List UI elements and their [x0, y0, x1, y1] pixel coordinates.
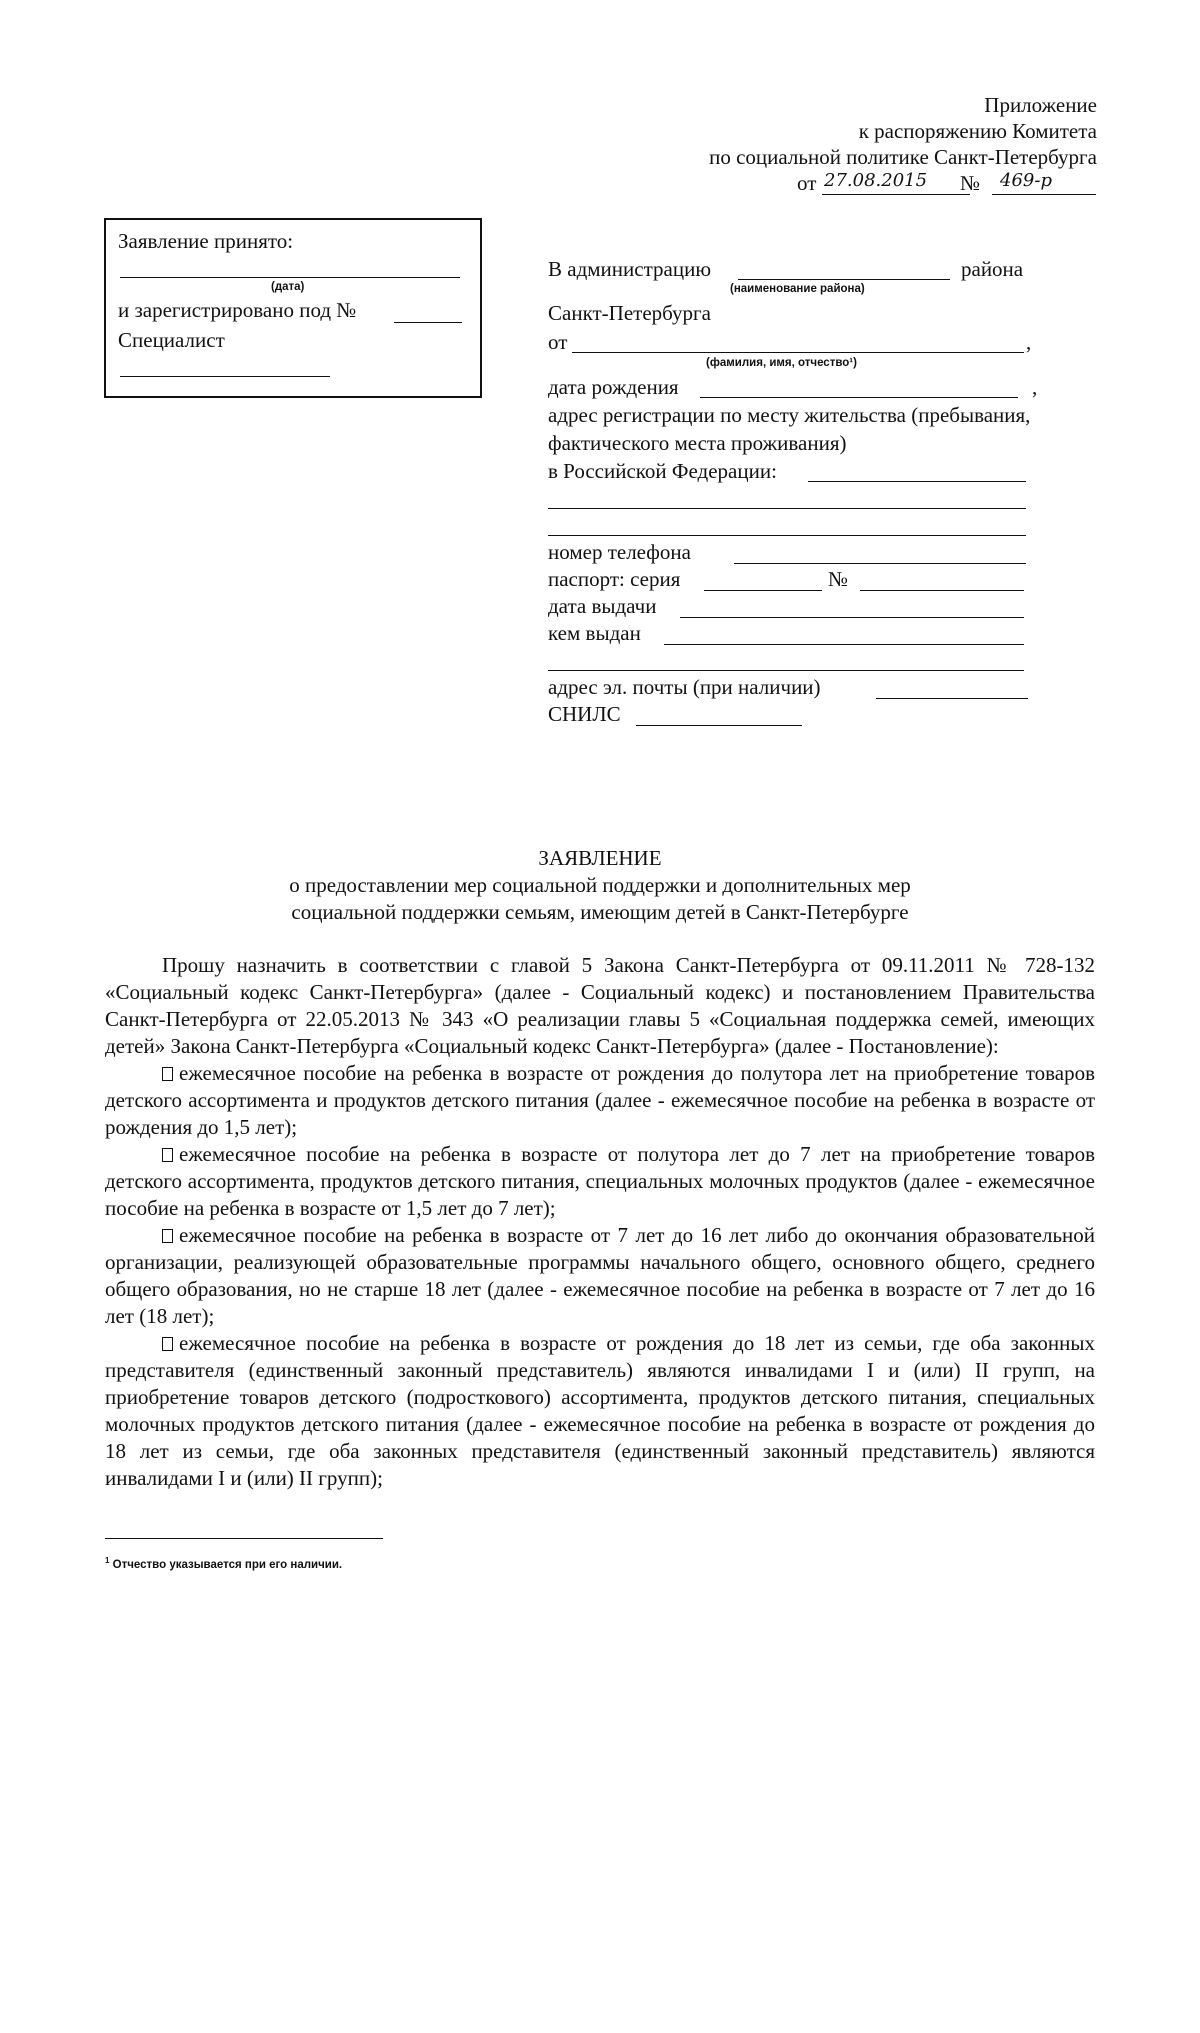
snils-label: СНИЛС — [548, 702, 621, 726]
header-date-handwritten: 27.08.2015 — [824, 170, 928, 191]
option-2-text: ежемесячное пособие на ребенка в возрасте от полутора лет до 7 лет на приобретение товаров детского ассортимента, продуктов детского питания, специальных молочных продуктов (далее - ежемесячное пособие на ребенка в возрасте от 1,5 лет до 7 лет); — [105, 1142, 1095, 1220]
passport-series-line[interactable] — [704, 590, 822, 591]
address-line-1[interactable] — [808, 481, 1026, 482]
document-subtitle-1: о предоставлении мер социальной поддержки и дополнительных мер — [289, 873, 911, 897]
email-line[interactable] — [876, 698, 1028, 699]
birth-date-label: дата рождения — [548, 375, 679, 399]
footnote — [105, 1556, 342, 1571]
option-4-text: ежемесячное пособие на ребенка в возрасте от рождения до 18 лет из семьи, где оба законных представителя (единственный законный представитель) являются инвалидами I и (или) II групп, на приобретение товаров детского (подросткового) ассортимента, продуктов детского питания, специальных молочных продуктов детского питания (далее - ежемесячное пособие на ребенка в возрасте от рождения до 18 лет из семьи, где оба законных представителя (единственный законный представитель) являются инвалидами I и (или) II групп); — [105, 1331, 1095, 1490]
header-number-line — [992, 194, 1096, 195]
checkbox-option-3[interactable] — [162, 1229, 173, 1243]
document-subtitle-2: социальной поддержки семьям, имеющим детей в Санкт-Петербурге — [291, 900, 909, 924]
passport-number-line[interactable] — [860, 590, 1024, 591]
accepted-number-line[interactable] — [394, 322, 462, 323]
option-3 — [105, 1222, 1095, 1330]
address-label-1: адрес регистрации по месту жительства (пребывания, — [548, 403, 1031, 427]
snils-line[interactable] — [636, 725, 802, 726]
footnote-separator — [105, 1538, 383, 1539]
checkbox-option-2[interactable] — [162, 1148, 173, 1162]
passport-number-label: № — [828, 567, 849, 591]
accepted-specialist-line[interactable] — [120, 376, 330, 377]
phone-label: номер телефона — [548, 540, 691, 564]
district-label: района — [961, 257, 1024, 281]
to-admin-label: В администрацию — [548, 257, 712, 281]
body-text — [105, 952, 1095, 1492]
option-4 — [105, 1330, 1095, 1492]
header-block — [709, 92, 1097, 170]
address-line-3[interactable] — [548, 535, 1026, 536]
footnote-text: Отчество указывается при его наличии. — [112, 1558, 343, 1571]
email-label: адрес эл. почты (при наличии) — [548, 675, 821, 699]
address-line-2[interactable] — [548, 508, 1026, 509]
accepted-registered-label: и зарегистрировано под № — [118, 298, 357, 322]
accepted-date-line[interactable] — [120, 277, 460, 278]
option-1 — [105, 1060, 1095, 1141]
header-line-2: к распоряжению Комитета — [858, 119, 1097, 143]
document-title: ЗАЯВЛЕНИЕ — [538, 846, 662, 870]
header-line-3: по социальной политике Санкт-Петербурга — [709, 145, 1097, 169]
intro-paragraph: Прошу назначить в соответствии с главой 5 Закона Санкт-Петербурга от 09.11.2011 № 728-132 «Социальный кодекс Санкт-Петербурга» (далее - Социальный кодекс) и постановлением Правительства Санкт-Петербурга от 22.05.2013 № 343 «О реализации главы 5 «Социальная поддержка семей, имеющих детей» Закона Санкт-Петербурга «Социальный кодекс Санкт-Петербурга» (далее - Постановление): — [105, 953, 1095, 1058]
from-comma: , — [1026, 330, 1032, 354]
issue-date-line[interactable] — [680, 617, 1024, 618]
accepted-title: Заявление принято: — [118, 229, 294, 253]
issued-by-line-1[interactable] — [664, 644, 1024, 645]
fio-caption: (фамилия, имя, отчество¹) — [706, 357, 857, 369]
option-2 — [105, 1141, 1095, 1222]
checkbox-option-4[interactable] — [162, 1337, 173, 1351]
accepted-date-caption: (дата) — [271, 281, 305, 293]
header-line-1: Приложение — [984, 93, 1097, 117]
district-line[interactable] — [738, 279, 950, 280]
issued-by-label: кем выдан — [548, 621, 641, 645]
header-date-line — [822, 194, 970, 195]
option-3-text: ежемесячное пособие на ребенка в возрасте от 7 лет до 16 лет либо до окончания образовательной организации, реализующей образовательные программы начального общего, основного общего, среднего общего образования, но не старше 18 лет (далее - ежемесячное пособие на ребенка в возрасте от 7 лет до 16 лет (18 лет); — [105, 1223, 1095, 1328]
checkbox-option-1[interactable] — [162, 1067, 173, 1081]
phone-line[interactable] — [734, 563, 1026, 564]
city-label: Санкт-Петербурга — [548, 301, 711, 325]
passport-series-label: паспорт: серия — [548, 567, 681, 591]
header-number-handwritten: 469-р — [1000, 170, 1052, 191]
address-label-2: фактического места проживания) — [548, 431, 847, 455]
header-number-prefix: № — [960, 171, 981, 195]
birth-date-comma: , — [1032, 375, 1038, 399]
issue-date-label: дата выдачи — [548, 594, 657, 618]
fio-line[interactable] — [572, 352, 1024, 353]
header-date-prefix: от — [797, 171, 817, 195]
accepted-specialist-label: Специалист — [118, 328, 225, 352]
birth-date-line[interactable] — [700, 397, 1018, 398]
issued-by-line-2[interactable] — [548, 670, 1024, 671]
option-1-text: ежемесячное пособие на ребенка в возрасте от рождения до полутора лет на приобретение товаров детского ассортимента и продуктов детского питания (далее - ежемесячное пособие на ребенка в возрасте от рождения до 1,5 лет); — [105, 1061, 1095, 1139]
address-label-3: в Российской Федерации: — [548, 459, 777, 483]
district-caption: (наименование района) — [730, 283, 865, 295]
footnote-mark: 1 — [105, 1556, 110, 1565]
from-label: от — [548, 330, 568, 354]
